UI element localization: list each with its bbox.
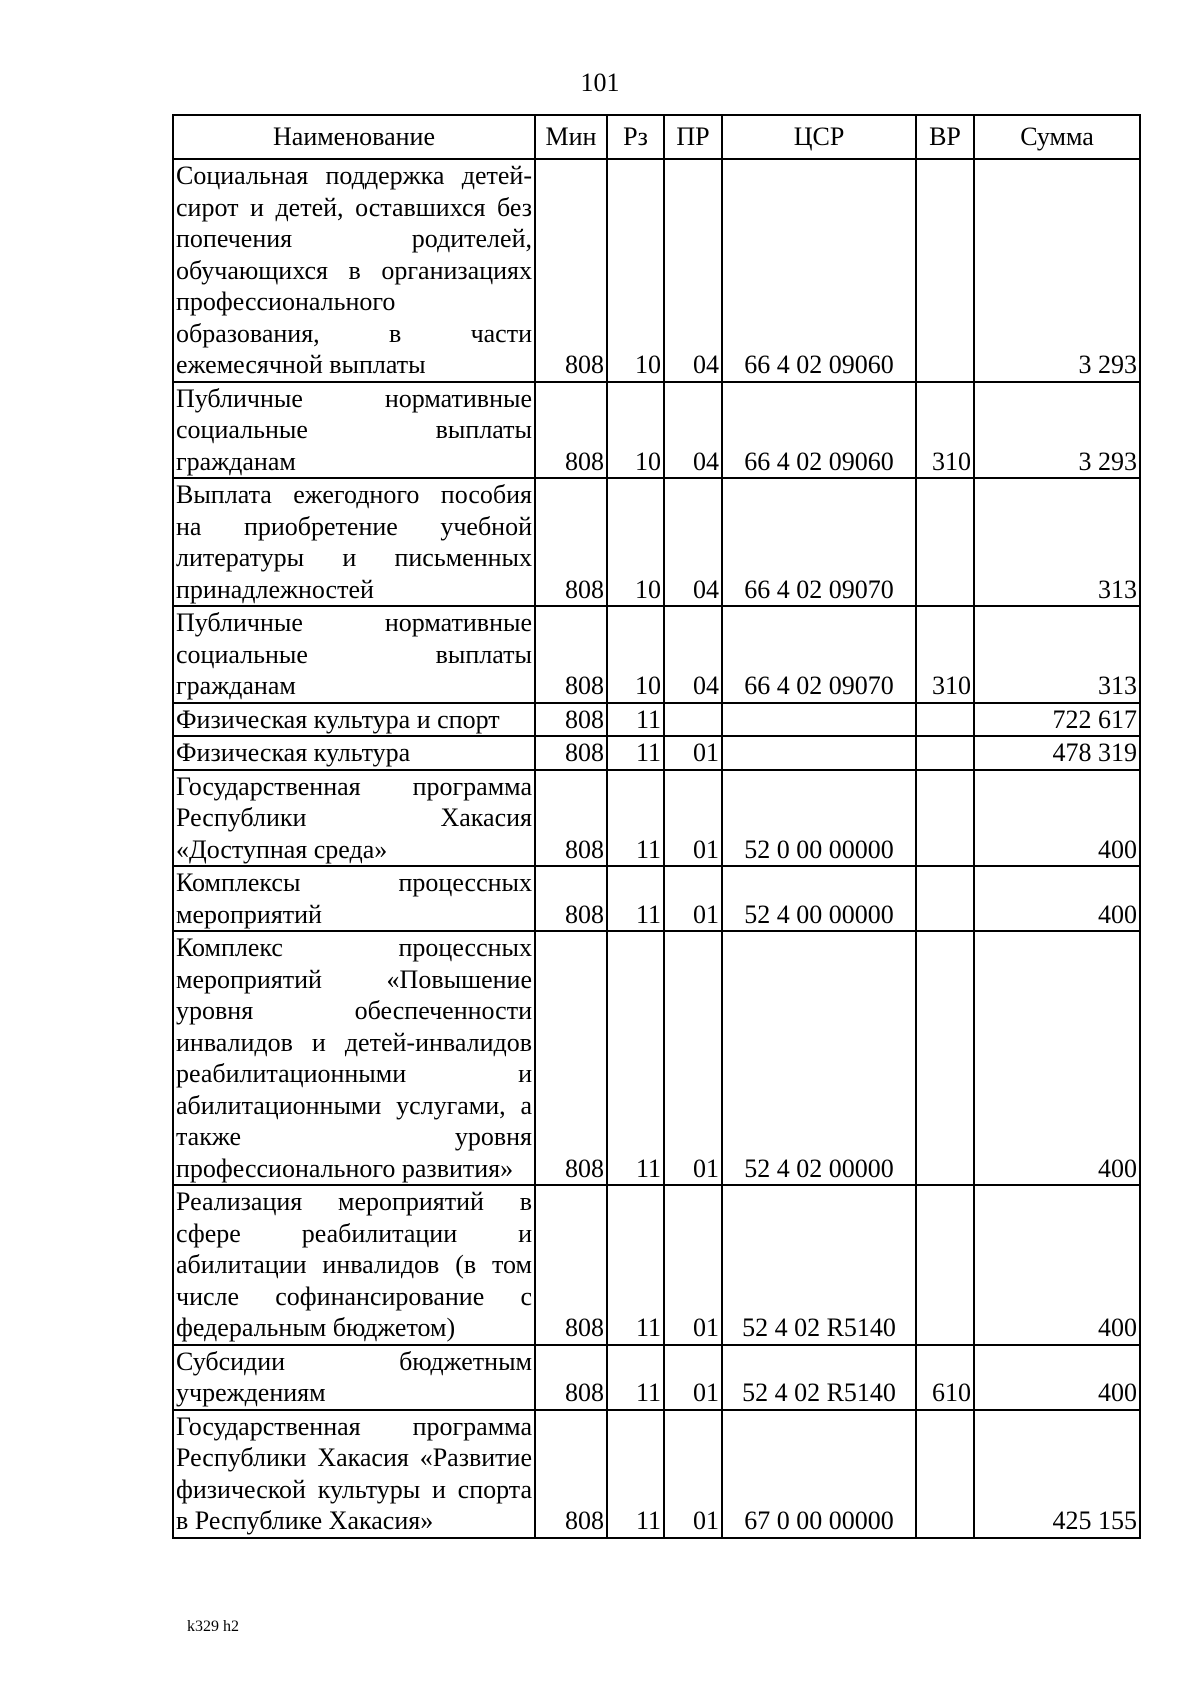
table-row [173,770,1140,867]
row-rz: 10 [607,382,664,479]
row-name: Физическая культура [173,736,535,770]
row-vr [916,736,974,770]
row-vr: 610 [916,1345,974,1410]
header-sum: Сумма [974,115,1140,159]
table-row [173,1345,1140,1410]
row-pr: 01 [664,1410,722,1538]
row-name: Выплата ежегодного пособия на приобретение учебной литературы и письменных принадлежностей [173,478,535,606]
row-pr: 04 [664,382,722,479]
row-name: Государственная программа Республики Хакасия «Развитие физической культуры и спорта в Республике Хакасия» [173,1410,535,1538]
row-rz: 11 [607,931,664,1185]
row-csr: 66 4 02 09060 [722,382,916,479]
row-csr: 66 4 02 09060 [722,159,916,382]
row-pr: 01 [664,931,722,1185]
table-row [173,478,1140,606]
row-rz: 11 [607,1345,664,1410]
row-name: Физическая культура и спорт [173,703,535,737]
table-row [173,1410,1140,1538]
row-rz: 11 [607,1185,664,1345]
table-row [173,1185,1140,1345]
budget-table [172,114,1141,1539]
row-pr: 01 [664,1185,722,1345]
row-name: Субсидии бюджетным учреждениям [173,1345,535,1410]
row-vr [916,1410,974,1538]
row-pr: 04 [664,606,722,703]
row-rz: 11 [607,1410,664,1538]
row-pr: 04 [664,478,722,606]
table-row [173,159,1140,382]
row-rz: 11 [607,703,664,737]
row-min: 808 [535,1185,607,1345]
row-sum: 400 [974,1345,1140,1410]
row-rz: 11 [607,736,664,770]
row-csr: 52 4 00 00000 [722,866,916,931]
row-vr [916,1185,974,1345]
row-min: 808 [535,866,607,931]
table-row [173,703,1140,737]
row-pr: 01 [664,1345,722,1410]
row-vr: 310 [916,382,974,479]
row-vr: 310 [916,606,974,703]
row-pr: 04 [664,159,722,382]
row-min: 808 [535,770,607,867]
table-row [173,382,1140,479]
row-pr: 01 [664,866,722,931]
row-min: 808 [535,1345,607,1410]
row-csr: 52 4 02 R5140 [722,1345,916,1410]
row-name: Публичные нормативные социальные выплаты гражданам [173,382,535,479]
row-csr: 52 0 00 00000 [722,770,916,867]
row-pr: 01 [664,736,722,770]
table-row [173,931,1140,1185]
row-sum: 3 293 [974,382,1140,479]
row-rz: 10 [607,478,664,606]
table-row [173,866,1140,931]
row-sum: 400 [974,770,1140,867]
row-min: 808 [535,1410,607,1538]
row-pr: 01 [664,770,722,867]
table-row [173,736,1140,770]
row-csr: 66 4 02 09070 [722,478,916,606]
row-sum: 313 [974,606,1140,703]
header-pr: ПР [664,115,722,159]
row-name: Публичные нормативные социальные выплаты гражданам [173,606,535,703]
row-sum: 313 [974,478,1140,606]
row-min: 808 [535,736,607,770]
row-min: 808 [535,931,607,1185]
row-min: 808 [535,382,607,479]
row-sum: 400 [974,931,1140,1185]
header-rz: Рз [607,115,664,159]
table-header-row [173,115,1140,159]
header-vr: ВР [916,115,974,159]
row-name: Государственная программа Республики Хакасия «Доступная среда» [173,770,535,867]
row-vr [916,866,974,931]
row-name: Комплексы процессных мероприятий [173,866,535,931]
table-body [173,159,1140,1538]
row-rz: 11 [607,866,664,931]
row-csr: 52 4 02 00000 [722,931,916,1185]
row-min: 808 [535,478,607,606]
row-min: 808 [535,159,607,382]
row-sum: 425 155 [974,1410,1140,1538]
row-name: Реализация мероприятий в сфере реабилитации и абилитации инвалидов (в том числе софинансирование с федеральным бюджетом) [173,1185,535,1345]
row-vr [916,931,974,1185]
row-vr [916,478,974,606]
row-vr [916,159,974,382]
header-min: Мин [535,115,607,159]
footer-code: k329 h2 [187,1618,239,1635]
row-rz: 10 [607,159,664,382]
row-sum: 3 293 [974,159,1140,382]
row-sum: 478 319 [974,736,1140,770]
row-name: Комплекс процессных мероприятий «Повышение уровня обеспеченности инвалидов и детей-инвалидов реабилитационными и абилитационными услугами, а также уровня профессионального развития» [173,931,535,1185]
row-csr [722,703,916,737]
header-name: Наименование [173,115,535,159]
row-sum: 400 [974,866,1140,931]
row-name: Социальная поддержка детей-сирот и детей, оставшихся без попечения родителей, обучающихся в организациях профессионального образования, в части ежемесячной выплаты [173,159,535,382]
header-csr: ЦСР [722,115,916,159]
page-number: 101 [580,68,620,97]
row-min: 808 [535,606,607,703]
row-csr [722,736,916,770]
row-rz: 10 [607,606,664,703]
row-sum: 722 617 [974,703,1140,737]
row-vr [916,703,974,737]
row-rz: 11 [607,770,664,867]
row-pr [664,703,722,737]
row-vr [916,770,974,867]
row-csr: 67 0 00 00000 [722,1410,916,1538]
row-csr: 52 4 02 R5140 [722,1185,916,1345]
row-csr: 66 4 02 09070 [722,606,916,703]
row-min: 808 [535,703,607,737]
row-sum: 400 [974,1185,1140,1345]
table-row [173,606,1140,703]
